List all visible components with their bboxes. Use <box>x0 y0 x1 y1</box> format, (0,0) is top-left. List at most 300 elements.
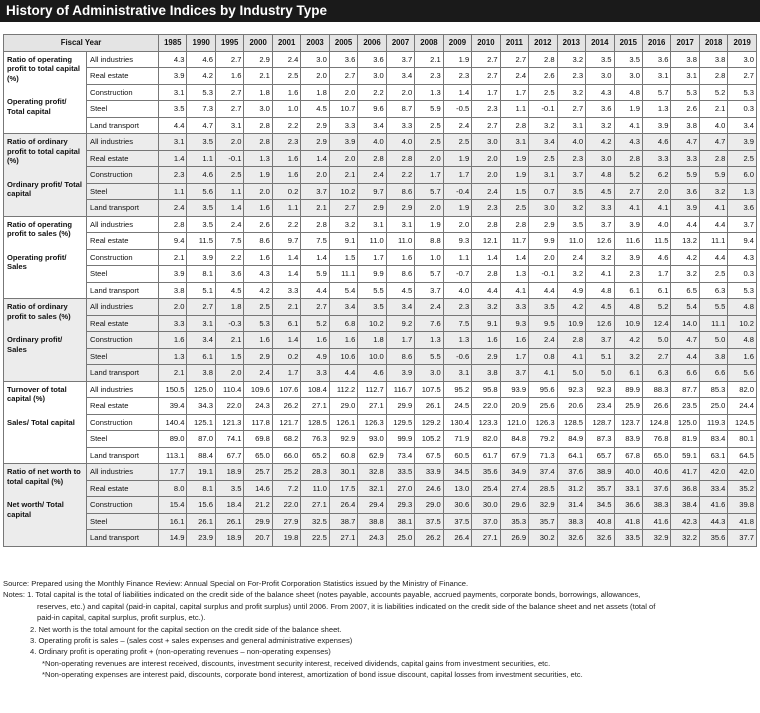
value-cell: 5.2 <box>301 315 329 332</box>
page-title: History of Administrative Indices by Industry Type <box>6 3 328 18</box>
value-cell: 26.2 <box>415 530 443 547</box>
table-row <box>4 84 757 101</box>
value-cell: 35.7 <box>529 513 557 530</box>
value-cell: 2.8 <box>244 117 272 134</box>
value-cell: 8.6 <box>386 348 414 365</box>
group-sublabel: Operating profit/ Sales <box>7 252 67 271</box>
value-cell: 2.0 <box>472 167 500 184</box>
value-cell: 61.7 <box>472 447 500 464</box>
value-cell: 4.6 <box>187 51 215 68</box>
value-cell: 2.8 <box>472 266 500 283</box>
value-cell: 3.4 <box>329 299 357 316</box>
value-cell: 65.2 <box>301 447 329 464</box>
value-cell: 3.2 <box>614 348 642 365</box>
value-cell: 87.3 <box>586 431 614 448</box>
value-cell: 38.4 <box>671 497 699 514</box>
value-cell: 2.1 <box>699 101 727 118</box>
value-cell: 29.6 <box>500 497 528 514</box>
year-header: 1995 <box>215 35 243 52</box>
value-cell: 3.1 <box>642 68 670 85</box>
industry-label: Steel <box>87 266 159 283</box>
value-cell: 4.5 <box>586 299 614 316</box>
value-cell: 25.7 <box>244 464 272 481</box>
value-cell: 140.4 <box>159 414 187 431</box>
year-header: 2014 <box>586 35 614 52</box>
value-cell: 25.6 <box>529 398 557 415</box>
industry-label: All industries <box>87 216 159 233</box>
value-cell: 37.6 <box>642 480 670 497</box>
value-cell: 107.6 <box>272 381 300 398</box>
table-row <box>4 51 757 68</box>
value-cell: 3.0 <box>586 68 614 85</box>
value-cell: 4.4 <box>671 216 699 233</box>
value-cell: 2.3 <box>557 150 585 167</box>
value-cell: 19.8 <box>272 530 300 547</box>
industry-label: Construction <box>87 84 159 101</box>
value-cell: 107.5 <box>415 381 443 398</box>
note-3: 3. Operating profit is sales – (sales cost + sales expenses and general administrative expenses) <box>30 636 353 646</box>
value-cell: 3.9 <box>728 134 757 151</box>
value-cell: 2.5 <box>215 167 243 184</box>
table-row <box>4 530 757 547</box>
value-cell: 2.5 <box>500 200 528 217</box>
value-cell: 3.1 <box>443 365 471 382</box>
group-sublabel: Ordinary profit/ Sales <box>7 335 63 354</box>
value-cell: 9.6 <box>358 101 386 118</box>
value-cell: 37.7 <box>728 530 757 547</box>
value-cell: 32.8 <box>358 464 386 481</box>
value-cell: 123.7 <box>614 414 642 431</box>
value-cell: 4.3 <box>244 266 272 283</box>
value-cell: 2.1 <box>215 332 243 349</box>
value-cell: 105.2 <box>415 431 443 448</box>
industry-label: Land transport <box>87 365 159 382</box>
value-cell: 25.2 <box>272 464 300 481</box>
table-row <box>4 68 757 85</box>
industry-label: Construction <box>87 414 159 431</box>
value-cell: 129.2 <box>415 414 443 431</box>
value-cell: 67.9 <box>500 447 528 464</box>
value-cell: 83.4 <box>699 431 727 448</box>
note-2: 2. Net worth is the total amount for the capital section on the credit side of the balance sheet. <box>30 624 342 634</box>
value-cell: 71.9 <box>443 431 471 448</box>
value-cell: 82.0 <box>472 431 500 448</box>
value-cell: 4.7 <box>671 332 699 349</box>
value-cell: 3.7 <box>415 282 443 299</box>
value-cell: 5.7 <box>415 183 443 200</box>
group-label: Ratio of operating profit to sales (%) <box>7 219 72 238</box>
value-cell: 64.1 <box>557 447 585 464</box>
value-cell: 4.0 <box>386 134 414 151</box>
value-cell: 37.4 <box>529 464 557 481</box>
value-cell: 79.2 <box>529 431 557 448</box>
value-cell: 3.4 <box>728 117 757 134</box>
value-cell: 42.0 <box>728 464 757 481</box>
value-cell: 3.6 <box>728 200 757 217</box>
value-cell: 5.6 <box>187 183 215 200</box>
value-cell: 40.6 <box>642 464 670 481</box>
value-cell: 4.4 <box>472 282 500 299</box>
value-cell: 21.2 <box>244 497 272 514</box>
value-cell: 2.1 <box>329 167 357 184</box>
value-cell: 4.3 <box>159 51 187 68</box>
notes-section <box>3 578 757 681</box>
indices-table <box>3 34 757 547</box>
value-cell: 4.2 <box>671 249 699 266</box>
year-header: 2012 <box>529 35 557 52</box>
value-cell: 4.0 <box>699 117 727 134</box>
value-cell: 8.6 <box>386 266 414 283</box>
value-cell: 2.5 <box>443 134 471 151</box>
value-cell: 13.0 <box>443 480 471 497</box>
value-cell: 6.1 <box>614 365 642 382</box>
value-cell: 39.4 <box>159 398 187 415</box>
value-cell: 4.0 <box>642 216 670 233</box>
value-cell: 11.5 <box>642 233 670 250</box>
value-cell: 62.9 <box>358 447 386 464</box>
value-cell: 24.3 <box>244 398 272 415</box>
value-cell: 3.3 <box>386 117 414 134</box>
table-row <box>4 299 757 316</box>
value-cell: 3.2 <box>671 266 699 283</box>
value-cell: 1.4 <box>301 249 329 266</box>
value-cell: 2.9 <box>301 134 329 151</box>
value-cell: 28.5 <box>529 480 557 497</box>
table-row <box>4 365 757 382</box>
year-header: 1985 <box>159 35 187 52</box>
value-cell: 1.1 <box>159 183 187 200</box>
value-cell: 41.7 <box>671 464 699 481</box>
group-sublabel: Ordinary profit/ Total capital <box>7 179 82 198</box>
value-cell: 2.7 <box>215 84 243 101</box>
value-cell: 31.4 <box>557 497 585 514</box>
value-cell: 74.1 <box>215 431 243 448</box>
value-cell: 41.6 <box>699 497 727 514</box>
value-cell: 84.8 <box>500 431 528 448</box>
value-cell: 9.4 <box>159 233 187 250</box>
value-cell: 1.6 <box>728 348 757 365</box>
table-row <box>4 348 757 365</box>
value-cell: 5.0 <box>557 365 585 382</box>
value-cell: 5.9 <box>699 167 727 184</box>
value-cell: 44.3 <box>699 513 727 530</box>
value-cell: 66.0 <box>272 447 300 464</box>
value-cell: 112.7 <box>358 381 386 398</box>
value-cell: 3.4 <box>529 134 557 151</box>
table-row <box>4 497 757 514</box>
value-cell: 3.7 <box>500 365 528 382</box>
value-cell: 89.9 <box>614 381 642 398</box>
value-cell: 128.7 <box>586 414 614 431</box>
value-cell: 2.6 <box>529 68 557 85</box>
value-cell: 1.9 <box>244 167 272 184</box>
value-cell: 123.3 <box>472 414 500 431</box>
value-cell: 11.0 <box>301 480 329 497</box>
value-cell: 2.4 <box>358 167 386 184</box>
value-cell: 3.7 <box>301 183 329 200</box>
value-cell: 2.8 <box>386 150 414 167</box>
value-cell: 4.4 <box>699 249 727 266</box>
value-cell: 92.3 <box>586 381 614 398</box>
value-cell: 125.1 <box>187 414 215 431</box>
value-cell: 26.1 <box>215 513 243 530</box>
value-cell: 2.6 <box>671 101 699 118</box>
value-cell: 1.4 <box>215 200 243 217</box>
value-cell: 33.4 <box>699 480 727 497</box>
value-cell: 5.5 <box>415 348 443 365</box>
group-label-cell <box>4 216 87 299</box>
value-cell: 22.0 <box>472 398 500 415</box>
group-label-cell <box>4 381 87 464</box>
value-cell: 7.3 <box>187 101 215 118</box>
value-cell: 37.6 <box>557 464 585 481</box>
value-cell: 22.0 <box>272 497 300 514</box>
value-cell: 73.4 <box>386 447 414 464</box>
value-cell: 4.7 <box>671 134 699 151</box>
value-cell: 92.3 <box>557 381 585 398</box>
value-cell: 5.2 <box>642 299 670 316</box>
industry-label: Real estate <box>87 315 159 332</box>
industry-label: Steel <box>87 348 159 365</box>
value-cell: 4.6 <box>642 249 670 266</box>
value-cell: 2.4 <box>272 51 300 68</box>
value-cell: 9.7 <box>272 233 300 250</box>
value-cell: -0.5 <box>443 101 471 118</box>
value-cell: 27.1 <box>358 398 386 415</box>
note-4a: *Non-operating revenues are interest received, discounts, investment security interest, received dividends, capital gains from investment securities, etc. <box>42 658 551 668</box>
value-cell: 4.8 <box>728 299 757 316</box>
value-cell: 2.0 <box>329 150 357 167</box>
value-cell: 2.9 <box>301 117 329 134</box>
value-cell: 3.5 <box>358 299 386 316</box>
value-cell: 29.9 <box>386 398 414 415</box>
value-cell: 5.7 <box>415 266 443 283</box>
value-cell: 3.2 <box>529 117 557 134</box>
value-cell: 5.3 <box>728 282 757 299</box>
value-cell: 9.2 <box>386 315 414 332</box>
value-cell: 3.8 <box>472 365 500 382</box>
value-cell: 85.3 <box>699 381 727 398</box>
value-cell: 5.9 <box>301 266 329 283</box>
value-cell: 2.5 <box>415 117 443 134</box>
value-cell: 1.4 <box>301 150 329 167</box>
value-cell: 3.9 <box>329 134 357 151</box>
group-label-cell <box>4 464 87 547</box>
industry-label: Real estate <box>87 233 159 250</box>
value-cell: 0.3 <box>728 266 757 283</box>
industry-label: Construction <box>87 497 159 514</box>
value-cell: 1.9 <box>415 216 443 233</box>
value-cell: 3.9 <box>614 249 642 266</box>
source-line: Source: Prepared using the Monthly Finance Review: Annual Special on For-Profit Corporation Statistics issued by the Ministry of Finance. <box>3 579 469 588</box>
value-cell: 36.8 <box>671 480 699 497</box>
value-cell: 18.4 <box>215 497 243 514</box>
value-cell: 2.2 <box>386 167 414 184</box>
value-cell: 3.6 <box>671 183 699 200</box>
value-cell: 25.4 <box>472 480 500 497</box>
note-1a <box>3 589 757 600</box>
value-cell: 1.0 <box>415 249 443 266</box>
value-cell: 3.2 <box>557 200 585 217</box>
value-cell: 6.6 <box>699 365 727 382</box>
value-cell: 3.7 <box>557 167 585 184</box>
value-cell: 27.4 <box>500 480 528 497</box>
value-cell: 2.4 <box>159 200 187 217</box>
value-cell: 119.3 <box>699 414 727 431</box>
value-cell: 11.1 <box>329 266 357 283</box>
value-cell: 3.8 <box>699 51 727 68</box>
value-cell: 4.8 <box>614 299 642 316</box>
value-cell: 2.1 <box>159 249 187 266</box>
value-cell: -0.1 <box>215 150 243 167</box>
industry-label: All industries <box>87 299 159 316</box>
value-cell: 25.0 <box>699 398 727 415</box>
fiscal-year-header: Fiscal Year <box>4 35 159 52</box>
value-cell: -0.4 <box>443 183 471 200</box>
value-cell: 65.7 <box>586 447 614 464</box>
value-cell: 3.9 <box>187 249 215 266</box>
value-cell: 26.4 <box>443 530 471 547</box>
value-cell: 1.8 <box>301 84 329 101</box>
value-cell: 35.3 <box>500 513 528 530</box>
value-cell: 3.3 <box>642 150 670 167</box>
value-cell: 2.9 <box>244 51 272 68</box>
value-cell: 10.9 <box>557 315 585 332</box>
value-cell: 2.0 <box>244 183 272 200</box>
industry-label: Steel <box>87 431 159 448</box>
value-cell: 34.5 <box>586 497 614 514</box>
value-cell: 31.2 <box>557 480 585 497</box>
year-header: 2005 <box>329 35 357 52</box>
group-label: Ratio of operating profit to total capital (%) <box>7 54 80 83</box>
value-cell: 129.5 <box>386 414 414 431</box>
value-cell: 5.6 <box>728 365 757 382</box>
group-label-cell <box>4 134 87 217</box>
table-row <box>4 513 757 530</box>
value-cell: 1.9 <box>443 51 471 68</box>
value-cell: 26.6 <box>642 398 670 415</box>
value-cell: 40.8 <box>586 513 614 530</box>
value-cell: 2.4 <box>443 117 471 134</box>
value-cell: 2.9 <box>244 348 272 365</box>
value-cell: 3.0 <box>301 51 329 68</box>
value-cell: 1.4 <box>272 249 300 266</box>
table-row <box>4 266 757 283</box>
value-cell: 3.1 <box>159 134 187 151</box>
value-cell: 2.5 <box>529 84 557 101</box>
value-cell: 4.6 <box>187 167 215 184</box>
value-cell: 30.2 <box>529 530 557 547</box>
value-cell: 1.3 <box>642 101 670 118</box>
value-cell: 37.5 <box>415 513 443 530</box>
value-cell: 3.5 <box>614 51 642 68</box>
value-cell: 41.8 <box>614 513 642 530</box>
value-cell: 4.9 <box>557 282 585 299</box>
value-cell: 2.6 <box>244 216 272 233</box>
value-cell: 2.7 <box>728 68 757 85</box>
value-cell: 92.9 <box>329 431 357 448</box>
value-cell: 71.3 <box>529 447 557 464</box>
value-cell: 1.8 <box>215 299 243 316</box>
value-cell: 30.6 <box>443 497 471 514</box>
value-cell: 1.7 <box>415 167 443 184</box>
value-cell: 8.1 <box>187 266 215 283</box>
value-cell: 1.3 <box>415 332 443 349</box>
value-cell: 2.0 <box>415 200 443 217</box>
value-cell: 12.1 <box>472 233 500 250</box>
value-cell: 2.7 <box>187 299 215 316</box>
value-cell: 4.4 <box>671 348 699 365</box>
table-row <box>4 249 757 266</box>
value-cell: 76.3 <box>301 431 329 448</box>
value-cell: 6.1 <box>614 282 642 299</box>
table-row <box>4 183 757 200</box>
value-cell: 26.1 <box>187 513 215 530</box>
industry-label: All industries <box>87 134 159 151</box>
value-cell: -0.7 <box>443 266 471 283</box>
value-cell: 4.8 <box>586 167 614 184</box>
value-cell: 2.3 <box>443 299 471 316</box>
value-cell: 30.1 <box>329 464 357 481</box>
table-body <box>4 51 757 546</box>
value-cell: 3.5 <box>557 183 585 200</box>
value-cell: 27.1 <box>301 497 329 514</box>
value-cell: 3.2 <box>329 216 357 233</box>
value-cell: 3.3 <box>671 150 699 167</box>
value-cell: 84.9 <box>557 431 585 448</box>
value-cell: 35.2 <box>728 480 757 497</box>
value-cell: 6.8 <box>329 315 357 332</box>
value-cell: 10.6 <box>329 348 357 365</box>
note-1c: paid-in capital, capital surplus, profit surplus, etc.). <box>37 613 206 623</box>
value-cell: 12.6 <box>586 233 614 250</box>
value-cell: 1.6 <box>301 332 329 349</box>
value-cell: 3.5 <box>159 101 187 118</box>
value-cell: 27.1 <box>329 530 357 547</box>
value-cell: 4.2 <box>557 299 585 316</box>
value-cell: 4.6 <box>358 365 386 382</box>
value-cell: 17.7 <box>159 464 187 481</box>
value-cell: 4.6 <box>642 134 670 151</box>
value-cell: 34.9 <box>500 464 528 481</box>
value-cell: 10.7 <box>329 101 357 118</box>
value-cell: 33.1 <box>614 480 642 497</box>
table-row <box>4 464 757 481</box>
value-cell: 4.2 <box>586 134 614 151</box>
value-cell: 2.0 <box>301 68 329 85</box>
value-cell: 67.5 <box>415 447 443 464</box>
value-cell: 3.5 <box>586 51 614 68</box>
value-cell: 11.1 <box>699 233 727 250</box>
value-cell: 1.9 <box>443 200 471 217</box>
table-row <box>4 150 757 167</box>
value-cell: 22.0 <box>215 398 243 415</box>
value-cell: 15.4 <box>159 497 187 514</box>
value-cell: 7.2 <box>272 480 300 497</box>
industry-label: All industries <box>87 51 159 68</box>
value-cell: 9.3 <box>443 233 471 250</box>
value-cell: 4.2 <box>244 282 272 299</box>
value-cell: 1.7 <box>500 348 528 365</box>
value-cell: 2.2 <box>215 249 243 266</box>
value-cell: 3.2 <box>586 117 614 134</box>
year-header: 2019 <box>728 35 757 52</box>
value-cell: 18.9 <box>215 464 243 481</box>
value-cell: 3.1 <box>671 68 699 85</box>
value-cell: 4.4 <box>699 216 727 233</box>
value-cell: 128.5 <box>301 414 329 431</box>
value-cell: 125.0 <box>671 414 699 431</box>
